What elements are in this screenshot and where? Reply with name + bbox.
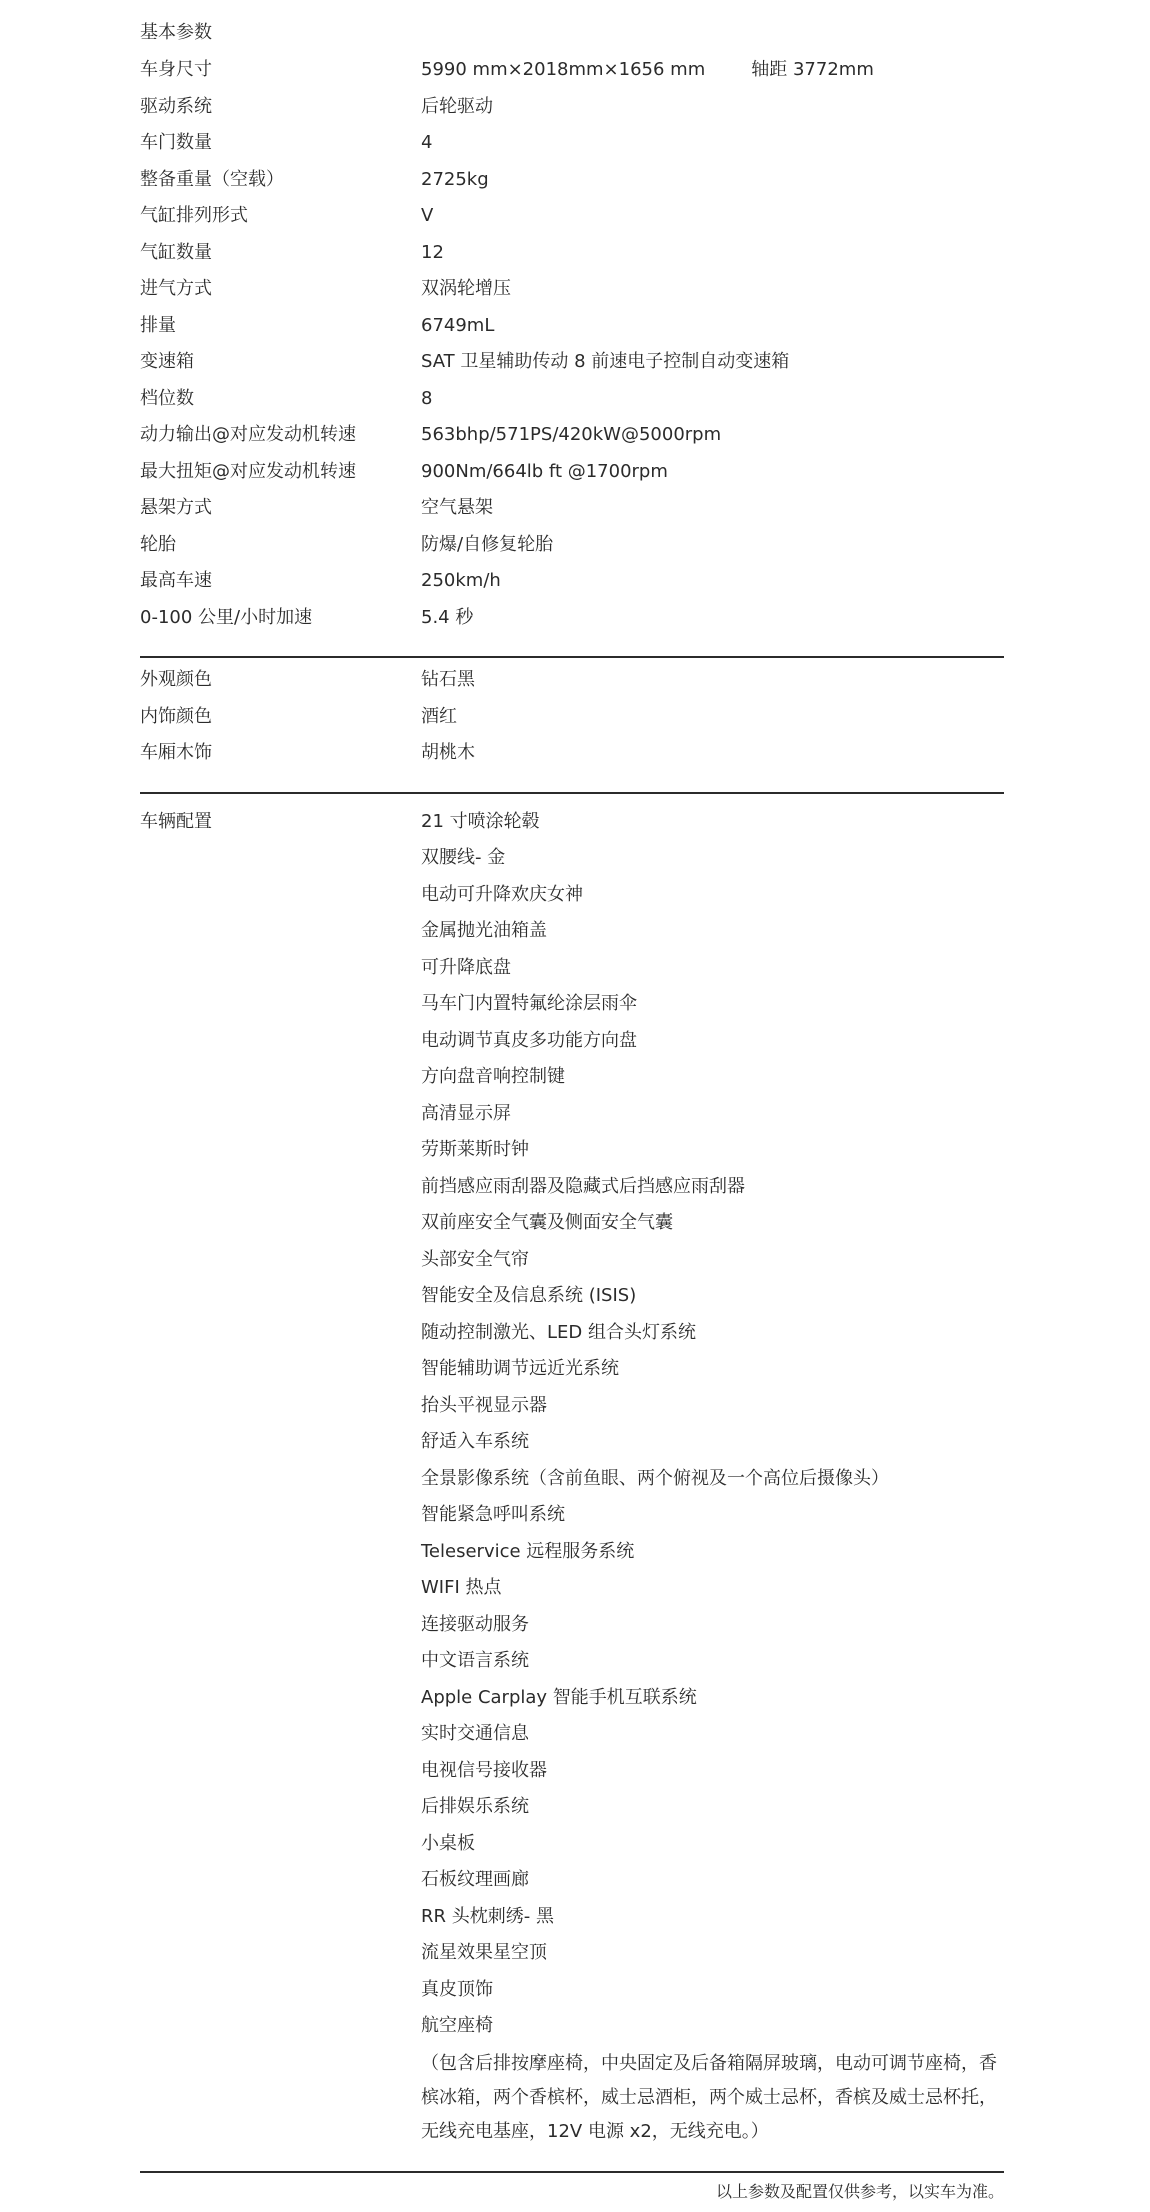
spec-value: 双涡轮增压 <box>421 278 511 299</box>
spec-label: 气缸排列形式 <box>140 205 248 226</box>
spec-label: 进气方式 <box>140 278 212 299</box>
spec-value: 6749mL <box>421 314 495 336</box>
config-item: 抬头平视显示器 <box>421 1394 547 1416</box>
config-feature-list <box>421 804 1004 2149</box>
config-item: 后排娱乐系统 <box>421 1796 529 1817</box>
spec-label: 整备重量（空载） <box>140 168 284 190</box>
spec-value: 900Nm/664lb ft @1700rpm <box>421 460 668 482</box>
config-item: 金属抛光油箱盖 <box>421 920 547 941</box>
config-item: 21 寸喷涂轮毂 <box>421 810 540 832</box>
spec-label: 悬架方式 <box>140 497 212 518</box>
spec-row <box>140 735 1004 772</box>
spec-row <box>140 271 1004 308</box>
spec-row <box>140 235 1004 272</box>
config-item: 方向盘音响控制键 <box>421 1066 565 1087</box>
spec-row <box>140 662 1004 699</box>
config-item: 连接驱动服务 <box>421 1613 529 1635</box>
config-item: Teleservice 远程服务系统 <box>421 1540 635 1562</box>
spec-label: 外观颜色 <box>140 669 212 690</box>
spec-value: SAT 卫星辅助传动 8 前速电子控制自动变速箱 <box>421 351 790 372</box>
spec-row <box>140 417 1004 454</box>
spec-label: 排量 <box>140 314 176 336</box>
spec-row <box>140 600 1004 637</box>
spec-row <box>140 344 1004 381</box>
config-item: 智能紧急呼叫系统 <box>421 1504 565 1525</box>
spec-value: 防爆/自修复轮胎 <box>421 533 554 555</box>
spec-row <box>140 490 1004 527</box>
config-item: 实时交通信息 <box>421 1723 529 1744</box>
spec-row <box>140 527 1004 564</box>
spec-value: 12 <box>421 241 444 263</box>
spec-label: 0-100 公里/小时加速 <box>140 606 313 628</box>
spec-value <box>421 52 1004 89</box>
config-item: WIFI 热点 <box>421 1577 502 1598</box>
config-item: 双前座安全气囊及侧面安全气囊 <box>421 1212 673 1233</box>
wheelbase-value: 轴距 3772mm <box>751 59 874 80</box>
spec-row <box>140 198 1004 235</box>
config-item: 舒适入车系统 <box>421 1431 529 1452</box>
config-item: 高清显示屏 <box>421 1102 511 1124</box>
spec-label: 车厢木饰 <box>140 742 212 763</box>
config-item: 全景影像系统（含前鱼眼、两个俯视及一个高位后摄像头） <box>421 1467 889 1489</box>
config-item: 航空座椅 <box>421 2015 493 2036</box>
spec-label: 车门数量 <box>140 132 212 153</box>
spec-value: 4 <box>421 132 433 153</box>
spec-label: 驱动系统 <box>140 95 212 117</box>
config-label: 车辆配置 <box>140 810 212 832</box>
config-item: RR 头枕刺绣- 黑 <box>421 1905 554 1927</box>
dimensions-value: 5990 mm×2018mm×1656 mm <box>421 59 706 80</box>
config-item: 可升降底盘 <box>421 956 511 978</box>
spec-label: 内饰颜色 <box>140 705 212 727</box>
config-item: 智能安全及信息系统 (ISIS) <box>421 1285 637 1306</box>
spec-label: 档位数 <box>140 387 194 409</box>
spec-value: 酒红 <box>421 705 457 727</box>
spec-value: 2725kg <box>421 168 489 190</box>
config-item: 随动控制激光、LED 组合头灯系统 <box>421 1321 696 1343</box>
disclaimer-text: 以上参数及配置仅供参考，以实车为准。 <box>715 2181 1004 2201</box>
section-divider <box>140 656 1004 658</box>
config-item: 石板纹理画廊 <box>421 1869 529 1890</box>
spec-value: 8 <box>421 387 433 409</box>
config-item: 前挡感应雨刮器及隐藏式后挡感应雨刮器 <box>421 1175 745 1197</box>
spec-value: V <box>421 205 434 226</box>
config-item: 中文语言系统 <box>421 1650 529 1671</box>
section-divider <box>140 792 1004 794</box>
color-spec-table <box>140 662 1004 772</box>
basic-spec-table <box>140 52 1004 636</box>
spec-label: 动力输出@对应发动机转速 <box>140 424 356 445</box>
spec-value: 胡桃木 <box>421 742 475 763</box>
spec-value: 钻石黑 <box>421 669 475 690</box>
config-item: 双腰线- 金 <box>421 847 506 868</box>
config-section <box>140 804 1004 2149</box>
footer-divider <box>140 2171 1004 2173</box>
spec-row <box>140 162 1004 199</box>
config-item: 电动可升降欢庆女神 <box>421 883 583 905</box>
config-item: 智能辅助调节远近光系统 <box>421 1358 619 1379</box>
spec-row <box>140 308 1004 345</box>
spec-row <box>140 563 1004 600</box>
spec-sheet <box>140 18 1004 2207</box>
config-item: 劳斯莱斯时钟 <box>421 1139 529 1160</box>
spec-value: 5.4 秒 <box>421 606 474 628</box>
spec-value: 563bhp/571PS/420kW@5000rpm <box>421 424 722 445</box>
spec-value: 空气悬架 <box>421 497 493 518</box>
config-item: 头部安全气帘 <box>421 1248 529 1270</box>
spec-row <box>140 89 1004 126</box>
spec-label: 气缸数量 <box>140 241 212 263</box>
config-item: 流星效果星空顶 <box>421 1942 547 1963</box>
spec-label: 变速箱 <box>140 351 194 372</box>
spec-label: 最高车速 <box>140 570 212 591</box>
spec-value: 250km/h <box>421 570 501 591</box>
spec-label: 轮胎 <box>140 533 176 555</box>
config-note: （包含后排按摩座椅，中央固定及后备箱隔屏玻璃，电动可调节座椅，香槟冰箱，两个香槟杯，威士忌酒柜，两个威士忌杯，香槟及威士忌杯托，无线充电基座，12V 电源 x2，无线充电。） <box>421 2052 997 2142</box>
section-title-basic: 基本参数 <box>140 22 212 43</box>
config-item: 电视信号接收器 <box>421 1759 547 1781</box>
config-item: 真皮顶饰 <box>421 1978 493 2000</box>
spec-row <box>140 381 1004 418</box>
spec-row <box>140 125 1004 162</box>
config-item: 马车门内置特氟纶涂层雨伞 <box>421 993 637 1014</box>
spec-label: 最大扭矩@对应发动机转速 <box>140 460 356 482</box>
spec-label: 车身尺寸 <box>140 59 212 80</box>
spec-row <box>140 454 1004 491</box>
spec-row-body-size <box>140 52 1004 89</box>
config-item: 小桌板 <box>421 1832 475 1854</box>
config-item: Apple Carplay 智能手机互联系统 <box>421 1686 697 1708</box>
spec-value: 后轮驱动 <box>421 95 493 117</box>
config-item: 电动调节真皮多功能方向盘 <box>421 1029 637 1051</box>
spec-row <box>140 699 1004 736</box>
